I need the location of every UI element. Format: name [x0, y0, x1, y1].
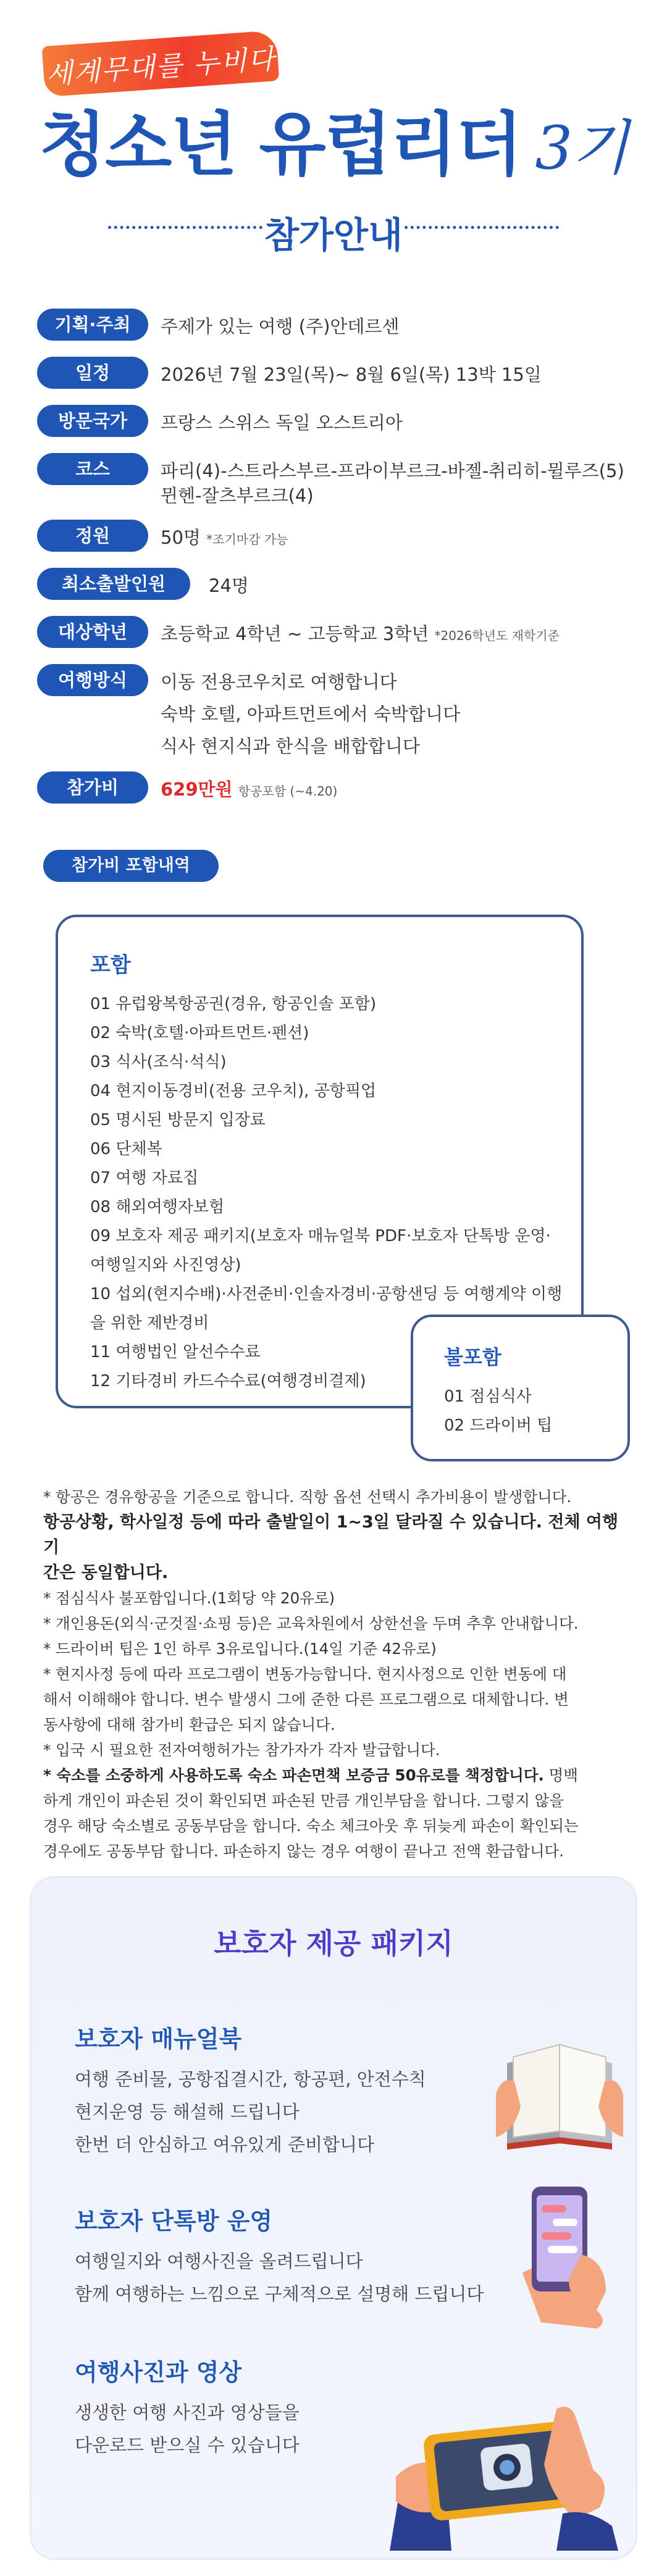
- list-item: 을 위한 제반경비: [90, 1314, 209, 1332]
- dotted-divider-right: [405, 226, 559, 229]
- title-text: 청소년 유럽리더: [39, 105, 522, 185]
- generation-label: 3기: [535, 114, 628, 183]
- package-heading-media: 여행사진과 영상: [75, 2359, 242, 2386]
- list-item: 11 여행법인 알선수수료: [90, 1343, 261, 1361]
- note-line: 해서 이해해야 합니다. 변수 발생시 그에 준한 다른 프로그램으로 대체합니다. 변: [43, 1690, 569, 1708]
- grade-note: *2026학년도 재학기준: [434, 628, 560, 643]
- phone-chat-icon: [519, 2180, 618, 2329]
- label-capacity: 정원: [37, 520, 148, 552]
- value-capacity: [161, 525, 288, 552]
- value-method-line1: 이동 전용코우치로 여행합니다: [161, 671, 397, 692]
- list-item: 07 여행 자료집: [90, 1169, 199, 1187]
- list-item: 08 해외여행자보험: [90, 1198, 225, 1216]
- value-course-line2: 뮌헨-잘츠부르크(4): [161, 485, 314, 506]
- value-course-line1: 파리(4)-스트라스부르-프라이부르크-바젤-취리히-뮐루즈(5): [161, 460, 624, 481]
- package-text: 한번 더 안심하고 여유있게 준비합니다: [75, 2134, 375, 2155]
- book-in-hands-icon: [489, 2020, 631, 2156]
- fee-price: 629만원: [161, 779, 233, 800]
- list-item: 09 보호자 제공 패키지(보호자 매뉴얼북 PDF·보호자 단톡방 운영·: [90, 1227, 551, 1245]
- label-host: 기획·주최: [37, 309, 148, 341]
- label-countries: 방문국가: [37, 405, 148, 437]
- label-method: 여행방식: [37, 664, 148, 696]
- note-line: * 항공은 경유항공을 기준으로 합니다. 직항 옵션 선택시 추가비용이 발생합니다.: [43, 1488, 572, 1506]
- package-heading-chat: 보호자 단톡방 운영: [75, 2208, 273, 2235]
- package-text: 다운로드 받으실 수 있습니다: [75, 2435, 300, 2456]
- list-item: 06 단체복: [90, 1140, 162, 1158]
- tagline: 세계무대를 누비다: [45, 43, 277, 91]
- header: [0, 0, 667, 290]
- note-line: 경우 해당 숙소별로 공동부담을 합니다. 숙소 체크아웃 후 뒤늦게 파손이 확인되는: [43, 1817, 579, 1835]
- grade-range: 초등학교 4학년 ~ 고등학교 3학년: [161, 623, 429, 644]
- included-badge: 참가비 포함내역: [43, 850, 219, 882]
- label-schedule: 일정: [37, 357, 148, 389]
- package-heading-manual: 보호자 매뉴얼북: [75, 2025, 242, 2053]
- label-minimum: 최소출발인원: [37, 568, 190, 600]
- main-title: [0, 89, 667, 189]
- note-line-bold: 간은 동일합니다.: [43, 1563, 169, 1582]
- value-minimum: 24명: [209, 575, 249, 596]
- package-title: 보호자 제공 패키지: [214, 1927, 453, 1960]
- guardian-package-card: [30, 1876, 637, 2560]
- note-line: * 점심식사 불포함입니다.(1회당 약 20유로): [43, 1589, 335, 1607]
- note-line: * 입국 시 필요한 전자여행허가는 참가자가 각자 발급합니다.: [43, 1741, 440, 1759]
- package-text: 생생한 여행 사진과 영상들을: [75, 2402, 300, 2423]
- list-item: 12 기타경비 카드수수료(여행경비결제): [90, 1372, 366, 1390]
- list-item: 05 명시된 방문지 입장료: [90, 1111, 266, 1129]
- excluded-list: [444, 1382, 629, 1440]
- subtitle: 참가안내: [264, 214, 403, 256]
- package-text: 여행 준비물, 공항집결시간, 항공편, 안전수칙: [75, 2069, 426, 2090]
- list-item: 04 현지이동경비(전용 코우치), 공항픽업: [90, 1082, 377, 1100]
- note-line: 하게 개인이 파손된 것이 확인되면 파손된 만큼 개인부담을 합니다. 그렇지 않을: [43, 1792, 564, 1809]
- note-line: [43, 1763, 627, 1788]
- capacity-note: *조기마감 가능: [206, 532, 288, 547]
- capacity-number: 50명: [161, 527, 201, 548]
- note-line: * 드라이버 팁은 1인 하루 3유로입니다.(14일 기준 42유로): [43, 1640, 437, 1658]
- camera-photo-icon: [384, 2384, 624, 2551]
- tagline-banner: [42, 30, 280, 97]
- list-item: 여행일지와 사진영상): [90, 1256, 241, 1274]
- included-title: 포함: [90, 953, 131, 978]
- package-text: 현지운영 등 해설해 드립니다: [75, 2101, 300, 2122]
- note-bold-part: * 숙소를 소중하게 사용하도록 숙소 파손면책 보증금 50유로를 책정합니다.: [43, 1766, 544, 1784]
- note-line: 동사항에 대해 참가비 환급은 되지 않습니다.: [43, 1716, 335, 1734]
- package-text: 함께 여행하는 느낌으로 구체적으로 설명해 드립니다: [75, 2283, 484, 2304]
- list-item: 10 섭외(현지수배)·사전준비·인솔자경비·공항샌딩 등 여행계약 이행: [90, 1285, 563, 1303]
- note-rest-part: 명백: [543, 1766, 578, 1784]
- value-countries: 프랑스 스위스 독일 오스트리아: [161, 412, 403, 433]
- list-item: 02 드라이버 팁: [444, 1416, 553, 1435]
- label-grade: 대상학년: [37, 616, 148, 648]
- fee-note: 항공포함 (~4.20): [238, 784, 338, 799]
- value-method-line2: 숙박 호텔, 아파트먼트에서 숙박합니다: [161, 704, 461, 725]
- list-item: 01 점심식사: [444, 1387, 532, 1406]
- notes-section: [43, 1484, 627, 1864]
- package-text: 여행일지와 여행사진을 올려드립니다: [75, 2251, 363, 2272]
- excluded-box: [411, 1315, 630, 1461]
- note-line: * 현지사정 등에 따라 프로그램이 변동가능합니다. 현지사정으로 인한 변동에 대: [43, 1665, 567, 1683]
- label-fee: 참가비: [37, 771, 148, 804]
- value-host: 주제가 있는 여행 (주)안데르센: [161, 316, 400, 337]
- list-item: 03 식사(조식·석식): [90, 1053, 227, 1071]
- value-grade: [161, 621, 560, 649]
- note-line: * 개인용돈(외식·군것질·쇼핑 등)은 교육차원에서 상한선을 두며 추후 안내합니다.: [43, 1614, 579, 1632]
- excluded-title: 불포함: [444, 1345, 501, 1369]
- value-method-line3: 식사 현지식과 한식을 배합합니다: [161, 736, 420, 757]
- value-schedule: 2026년 7월 23일(목)~ 8월 6일(목) 13박 15일: [161, 364, 542, 385]
- value-fee: [161, 776, 337, 804]
- subtitle-row: [0, 204, 667, 256]
- label-course: 코스: [37, 453, 148, 485]
- note-line: 경우에도 공동부담 합니다. 파손하지 않는 경우 여행이 끝나고 전액 환급합니다.: [43, 1842, 564, 1860]
- note-line-bold: 항공상황, 학사일정 등에 따라 출발일이 1~3일 달라질 수 있습니다. 전체 여행 기: [43, 1513, 619, 1557]
- list-item: 02 숙박(호텔·아파트먼트·펜션): [90, 1024, 309, 1042]
- list-item: 01 유럽왕복항공권(경유, 항공인솔 포함): [90, 995, 377, 1013]
